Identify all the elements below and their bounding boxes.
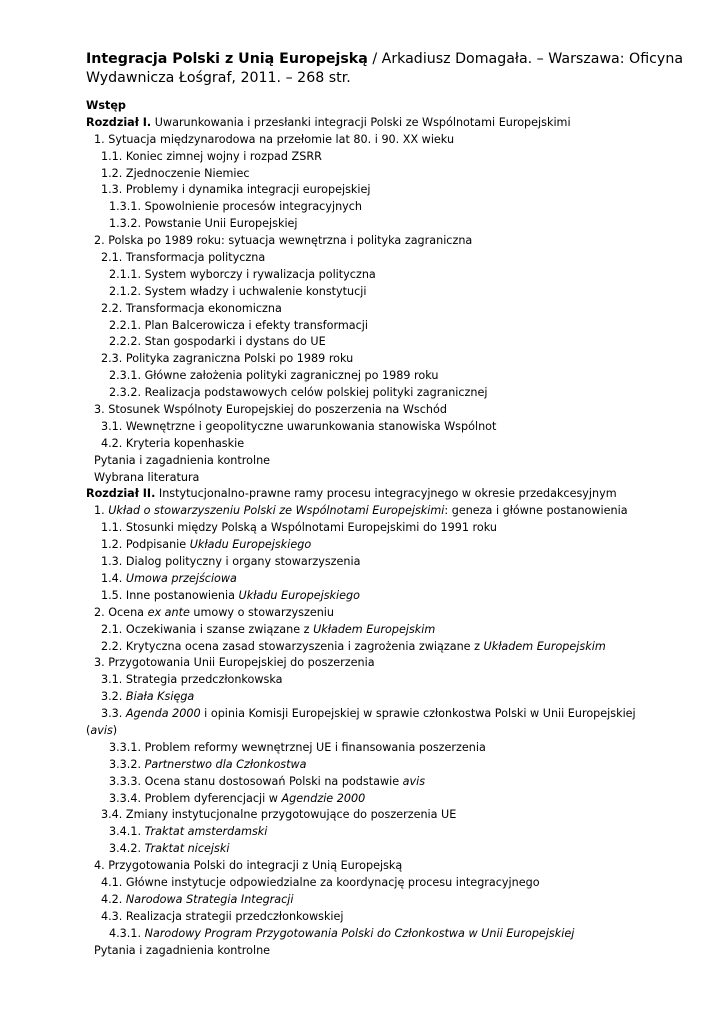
toc-item [86, 503, 646, 520]
book-title: Integracja Polski z Unią Europejską [86, 51, 368, 67]
toc-item [86, 824, 646, 841]
toc-text-italic: ex ante [147, 605, 190, 619]
toc-item: Wybrana literatura [94, 470, 200, 484]
toc-text-italic: avis [402, 774, 426, 788]
toc-chapter-1 [86, 115, 646, 132]
toc-text-italic: avis [90, 723, 113, 737]
toc-text: 3.3.4. Problem dyferencjacji w [109, 791, 282, 805]
toc-item: 3. Stosunek Wspólnoty Europejskiej do poszerzenia na Wschód [94, 403, 447, 417]
toc-text: 1. [94, 504, 109, 518]
toc-text: 3.3.2. [109, 757, 145, 771]
toc-text-italic: Traktat amsterdamski [144, 825, 268, 839]
toc-item: 3.1. Wewnętrzne i geopolityczne uwarunkowania stanowiska Wspólnot [101, 419, 497, 433]
toc-item [86, 537, 646, 554]
toc-item: 1.3.1. Spowolnienie procesów integracyjnych [109, 200, 363, 214]
toc-item [86, 622, 646, 639]
toc-item: 4. Przygotowania Polski do integracji z Unią Europejską [94, 859, 403, 873]
toc-item [86, 689, 646, 706]
toc-item: 3. Przygotowania Unii Europejskiej do poszerzenia [94, 656, 375, 670]
toc-text-italic: Narodowy Program Przygotowania Polski do Członkostwa w Unii Europejskiej [144, 926, 575, 940]
toc-item: 1.1. Koniec zimnej wojny i rozpad ZSRR [101, 149, 322, 163]
toc-text: umowy o stowarzyszeniu [189, 605, 335, 619]
toc-item: 3.4. Zmiany instytucjonalne przygotowujące do poszerzenia UE [101, 808, 457, 822]
toc-item: 2.3. Polityka zagraniczna Polski po 1989 roku [101, 352, 354, 366]
toc-item: 2.1. Transformacja polityczna [101, 251, 266, 265]
toc-text: 2.2. Krytyczna ocena zasad stowarzyszenia i zagrożenia związane z [101, 639, 484, 653]
toc-item [86, 926, 646, 943]
toc-text-italic: Agendzie 2000 [281, 791, 366, 805]
toc-text: 3.2. [101, 690, 126, 704]
toc-text: 1.5. Inne postanowienia [101, 588, 239, 602]
toc-text: ) [112, 723, 118, 737]
toc-text: : geneza i główne postanowienia [444, 504, 628, 518]
toc-item: 3.1. Strategia przedczłonkowska [101, 673, 283, 687]
toc-item: 2.2.1. Plan Balcerowicza i efekty transformacji [109, 318, 368, 332]
toc-item [86, 571, 646, 588]
table-of-contents [86, 98, 646, 959]
toc-text: 3.3.3. Ocena stanu dostosowań Polski na podstawie [109, 774, 403, 788]
toc-item [86, 841, 646, 858]
toc-item: 3.3.1. Problem reformy wewnętrznej UE i finansowania poszerzenia [109, 740, 486, 754]
toc-item: 1.3. Problemy i dynamika integracji europejskiej [101, 183, 371, 197]
toc-item: 2.2.2. Stan gospodarki i dystans do UE [109, 335, 326, 349]
toc-text: 4.2. [101, 892, 126, 906]
toc-item: Pytania i zagadnienia kontrolne [94, 453, 271, 467]
book-publication-details: / Arkadiusz Domagała. – Warszawa: Oficyna Wydawnicza Łośgraf, 2011. – 268 str. [86, 51, 684, 86]
toc-chapter-2 [86, 486, 646, 503]
book-citation [86, 50, 686, 88]
toc-item [86, 605, 646, 622]
toc-item-continuation [86, 723, 646, 740]
toc-text-italic: Traktat nicejski [144, 842, 230, 856]
toc-item: 2.3.1. Główne założenia polityki zagranicznej po 1989 roku [109, 369, 439, 383]
toc-item: 1. Sytuacja międzynarodowa na przełomie lat 80. i 90. XX wieku [94, 132, 455, 146]
toc-item: 2.3.2. Realizacja podstawowych celów polskiej polityki zagranicznej [109, 386, 488, 400]
toc-text-italic: Umowa przejściowa [125, 571, 237, 585]
toc-introduction: Wstęp [86, 99, 126, 112]
chapter-title: Uwarunkowania i przesłanki integracji Polski ze Wspólnotami Europejskimi [151, 115, 571, 129]
chapter-label: Rozdział II. [86, 487, 156, 501]
toc-item: 2.1.1. System wyborczy i rywalizacja polityczna [109, 267, 376, 281]
toc-item: 2. Polska po 1989 roku: sytuacja wewnętrzna i polityka zagraniczna [94, 234, 473, 248]
chapter-title: Instytucjonalno-prawne ramy procesu integracyjnego w okresie przedakcesyjnym [155, 487, 617, 501]
toc-text: 3.4.2. [109, 842, 145, 856]
toc-item: 4.3. Realizacja strategii przedczłonkowskiej [101, 909, 344, 923]
toc-text-italic: Narodowa Strategia Integracji [125, 892, 294, 906]
toc-text: 2. Ocena [94, 605, 148, 619]
toc-item: 1.1. Stosunki między Polską a Wspólnotami Europejskimi do 1991 roku [101, 521, 497, 535]
toc-item [86, 639, 646, 656]
toc-text-italic: Układem Europejskim [313, 622, 436, 636]
toc-item [86, 892, 646, 909]
toc-item: 2.1.2. System władzy i uchwalenie konstytucji [109, 284, 367, 298]
toc-item: 1.3.2. Powstanie Unii Europejskiej [109, 217, 298, 231]
toc-text-italic: Agenda 2000 [125, 707, 201, 721]
toc-text-italic: Biała Księga [125, 690, 195, 704]
toc-text: 4.3.1. [109, 926, 145, 940]
chapter-label: Rozdział I. [86, 115, 152, 129]
toc-text: 1.2. Podpisanie [101, 538, 190, 552]
toc-text-italic: Partnerstwo dla Członkostwa [144, 757, 307, 771]
toc-text: 2.1. Oczekiwania i szanse związane z [101, 622, 314, 636]
toc-item: 4.1. Główne instytucje odpowiedzialne za koordynację procesu integracyjnego [101, 875, 540, 889]
toc-text-italic: Układu Europejskiego [238, 588, 360, 602]
toc-text-italic: Układ o stowarzyszeniu Polski ze Wspólnotami Europejskimi [108, 504, 445, 518]
toc-item [86, 791, 646, 808]
toc-item: Pytania i zagadnienia kontrolne [94, 943, 271, 957]
toc-text-italic: Układu Europejskiego [189, 538, 312, 552]
toc-item: 2.2. Transformacja ekonomiczna [101, 301, 282, 315]
toc-item [86, 706, 646, 723]
toc-text: i opinia Komisji Europejskiej w sprawie członkostwa Polski w Unii Europejskiej [200, 707, 636, 721]
toc-item [86, 757, 646, 774]
toc-item [86, 774, 646, 791]
toc-text-italic: Układem Europejskim [483, 639, 606, 653]
toc-item: 1.2. Zjednoczenie Niemiec [101, 166, 250, 180]
toc-item [86, 588, 646, 605]
toc-text: 3.4.1. [109, 825, 145, 839]
toc-text: ( [86, 723, 91, 737]
toc-item: 4.2. Kryteria kopenhaskie [101, 436, 245, 450]
toc-item: 1.3. Dialog polityczny i organy stowarzyszenia [101, 555, 361, 569]
toc-text: 3.3. [101, 707, 126, 721]
toc-text: 1.4. [101, 571, 126, 585]
